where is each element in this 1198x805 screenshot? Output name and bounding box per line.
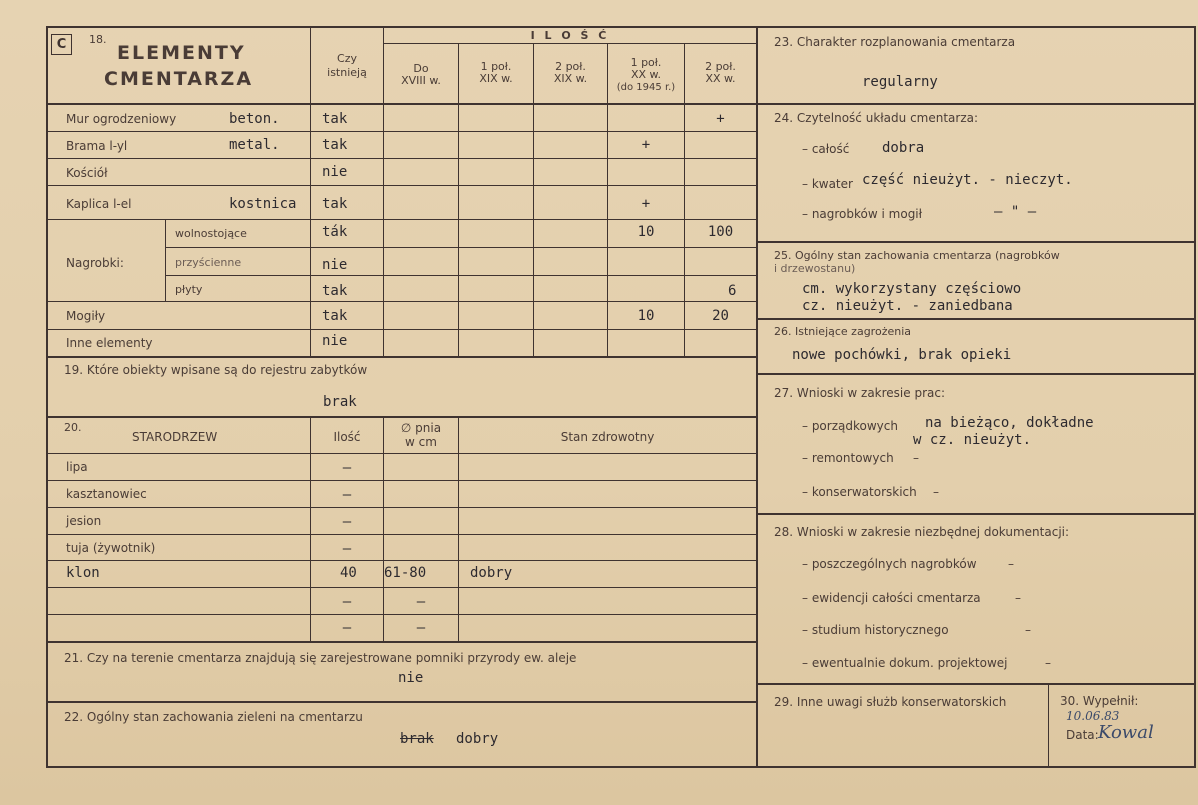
row-kosciol-label: Kościół [66,166,108,180]
s28-item1-label: – poszczególnych nagrobków [802,557,977,571]
s24-item2-label: – kwater [802,177,853,191]
tree-row-kasztanowiec: kasztanowiec [66,487,147,501]
s30-date-label: Data: [1066,728,1099,742]
s25-value-2: cz. nieużyt. - zaniedbana [802,298,1013,314]
tree-row-klon-stan: dobry [470,565,513,581]
s27-item1-value: na bieżąco, dokładne [925,415,1094,431]
row-plyty-exists: tak [322,283,348,299]
card-letter: C [51,34,72,55]
s24-item3-value: – " – [994,204,1037,220]
row-mur-p5: + [716,111,725,127]
frame-bottom [46,766,1196,768]
tree-row-jesion-ilosc: – [342,514,352,530]
s28-item2-value: – [1015,591,1021,605]
s20-col-ilosc: Ilość [333,430,361,444]
period-2-b: XIX w. [479,72,513,85]
s28-item3-label: – studium historycznego [802,623,949,637]
row-nagrobki-label: Nagrobki: [66,256,124,270]
s27-item3-value: – [933,485,939,499]
s27-item2-label: – remontowych [802,451,894,465]
czy-istnieja-1: Czy [337,52,357,65]
tree-row-klon: klon [66,565,100,581]
row-przyscienne-exists: nie [322,257,348,273]
row-plyty-p5: 6 [728,283,737,299]
s22-struck-value: brak [400,731,434,747]
period-3-b: XIX w. [553,72,588,85]
section-18-number: 18. [89,33,107,46]
period-3-a: 2 poł. [555,60,586,73]
s28-item3-value: – [1025,623,1031,637]
row-kaplica-label: Kaplica l-el [66,197,132,211]
s24-item1-label: – całość [802,142,850,156]
row-kaplica-p4: + [641,196,651,212]
s24-item3-label: – nagrobków i mogił [802,207,923,221]
row-kaplica-material: kostnica [229,196,297,212]
row-brama-label: Brama l-yl [66,139,128,153]
tree-row-kasztanowiec-ilosc: – [342,487,352,503]
s25-label-1: 25. Ogólny stan zachowania cmentarza (nagrobków [774,249,1060,262]
row-kosciol-exists: nie [322,164,348,180]
frame-left [46,26,48,768]
s21-value: nie [398,670,424,686]
frame-right [1194,26,1196,768]
row-wolnostojace-label: wolnostojące [175,227,247,240]
s27-label: 27. Wnioski w zakresie prac: [774,386,946,400]
title-line2: CMENTARZA [104,68,254,90]
s23-value: regularny [862,74,938,90]
s20-col-pnia-2: w cm [405,435,437,449]
row-przyscienne-label: przyścienne [175,256,242,269]
row-mogily-exists: tak [322,308,348,324]
s28-item4-label: – ewentualnie dokum. projektowej [802,656,1008,670]
column-divider [756,26,758,768]
s30-date-value: 10.06.83 [1066,709,1120,723]
s25-value-1: cm. wykorzystany częściowo [802,281,1022,297]
s20-title: STARODRZEW [132,430,218,444]
title-line1: ELEMENTY [117,42,246,64]
row-mur-material: beton. [229,111,280,127]
ilosc-header: I L O Ś Ć [530,29,610,42]
row-inne-label: Inne elementy [66,336,153,350]
tree-row-6-ilosc: – [342,594,352,610]
s20-col-stan: Stan zdrowotny [560,430,655,444]
row-brama-exists: tak [322,137,348,153]
tree-row-tuja: tuja (żywotnik) [66,541,156,555]
s22-label: 22. Ogólny stan zachowania zieleni na cmentarzu [64,710,363,724]
tree-row-6-pnia: – [416,594,426,610]
s28-item1-value: – [1008,557,1014,571]
row-brama-p4: + [641,137,651,153]
period-5-a: 2 poł. [705,60,736,73]
period-5-b: XX w. [705,72,736,85]
tree-row-tuja-ilosc: – [342,541,352,557]
tree-row-lipa: lipa [66,460,88,474]
s30-signature: Kowal [1098,722,1154,743]
period-4-a: 1 poł. [630,56,662,69]
tree-row-klon-ilosc: 40 [340,565,357,581]
s27-item2-value: – [913,451,919,465]
s28-label: 28. Wnioski w zakresie niezbędnej dokumentacji: [774,525,1070,539]
s26-value: nowe pochówki, brak opieki [792,347,1012,363]
row-mogily-label: Mogiły [66,309,106,323]
row-mur-exists: tak [322,111,348,127]
period-1-a: Do [413,62,429,75]
period-1-b: XVIII w. [401,74,441,87]
row-mogily-p5: 20 [712,308,729,324]
row-wolnostojace-p4: 10 [637,224,655,240]
tree-row-7-pnia: – [416,620,426,636]
tree-row-lipa-ilosc: – [342,460,352,476]
frame-top [46,26,1196,28]
s27-item1-value2: w cz. nieużyt. [913,432,1032,448]
row-mogily-p4: 10 [637,308,655,324]
s26-label: 26. Istniejące zagrożenia [774,325,912,338]
row-plyty-label: płyty [175,283,203,296]
s20-col-pnia-1: ∅ pnia [400,421,442,435]
s24-item1-value: dobra [882,140,925,156]
s28-item2-label: – ewidencji całości cmentarza [802,591,981,605]
s24-label: 24. Czytelność układu cmentarza: [774,111,979,125]
s20-number: 20. [64,421,82,434]
s27-item3-label: – konserwatorskich [802,485,917,499]
period-4-b: XX w. [630,68,662,81]
s22-value: dobry [456,731,499,747]
row-inne-exists: nie [322,333,348,349]
s30-label: 30. Wypełnił: [1060,694,1139,708]
s21-label: 21. Czy na terenie cmentarza znajdują się zarejestrowane pomniki przyrody ew. aleje [64,651,577,665]
row-mur-label: Mur ogrodzeniowy [66,112,177,126]
tree-row-jesion: jesion [66,514,102,528]
s23-label: 23. Charakter rozplanowania cmentarza [774,35,1016,49]
s19-label: 19. Które obiekty wpisane są do rejestru zabytków [64,363,368,377]
s24-item2-value: część nieużyt. - nieczyt. [862,172,1073,188]
period-2-a: 1 poł. [480,60,512,73]
s28-item4-value: – [1045,656,1051,670]
tree-row-7-ilosc: – [342,620,352,636]
period-4-c: (do 1945 r.) [616,82,676,93]
czy-istnieja-2: istnieją [327,66,367,79]
row-kaplica-exists: tak [322,196,348,212]
row-wolnostojace-exists: ták [322,224,348,240]
tree-row-klon-pnia: 61-80 [384,565,427,581]
s29-label: 29. Inne uwagi służb konserwatorskich [774,695,1007,709]
s27-item1-label: – porządkowych [802,419,898,433]
row-wolnostojace-p5: 100 [707,224,734,240]
s25-label-2: i drzewostanu) [774,262,856,275]
s19-value: brak [323,394,357,410]
row-brama-material: metal. [229,137,280,153]
